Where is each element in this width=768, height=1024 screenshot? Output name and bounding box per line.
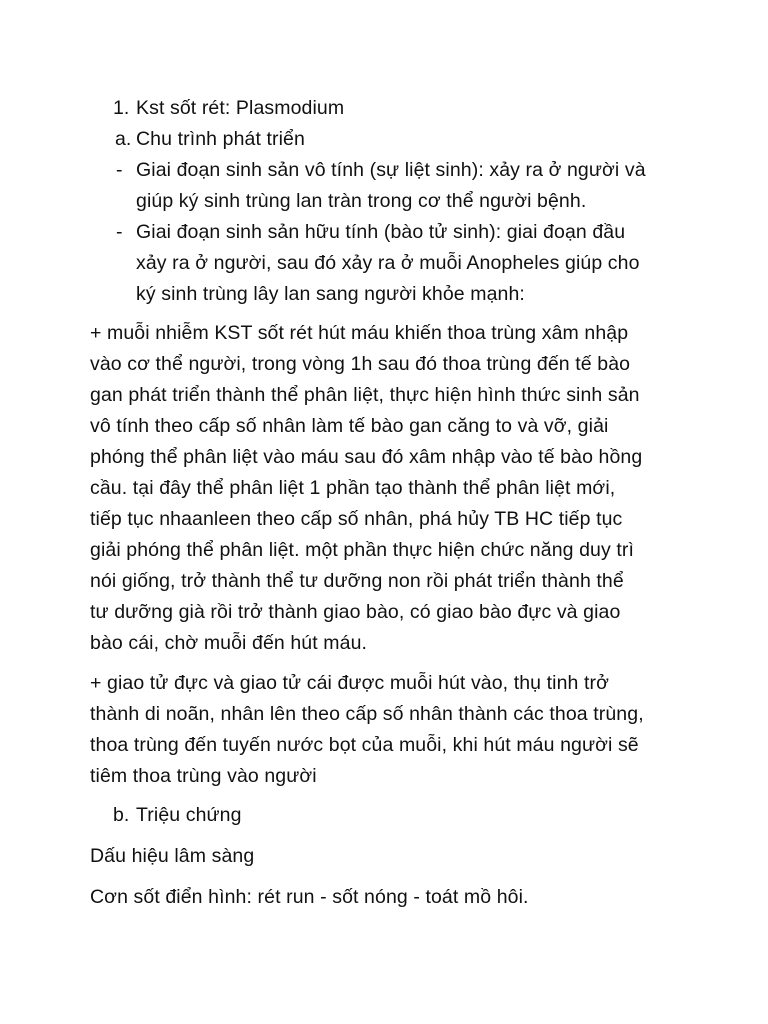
para-2-line-3: thoa trùng đến tuyến nước bọt của muỗi, khi hút máu người sẽ xyxy=(90,734,639,756)
para-1-line-9: nói giống, trở thành thể tư dưỡng non rồi phát triển thành thể xyxy=(90,570,624,592)
para-1-line-6: cầu. tại đây thể phân liệt 1 phần tạo thành thể phân liệt mới, xyxy=(90,477,616,499)
para-2-line-1: + giao tử đực và giao tử cái được muỗi hút vào, thụ tinh trở xyxy=(90,672,609,694)
bullet-1-marker: - xyxy=(116,159,123,181)
clinical-signs-line: Dấu hiệu lâm sàng xyxy=(90,845,255,867)
para-1-line-5: phóng thể phân liệt vào máu sau đó xâm nhập vào tế bào hồng xyxy=(90,446,643,468)
para-1-line-4: vô tính theo cấp số nhân làm tế bào gan căng to và vỡ, giải xyxy=(90,415,609,437)
subheading-a-text: Chu trình phát triển xyxy=(136,128,305,150)
bullet-2-line-2: xảy ra ở người, sau đó xảy ra ở muỗi Anopheles giúp cho xyxy=(136,252,640,274)
bullet-2-line-1: Giai đoạn sinh sản hữu tính (bào tử sinh): giai đoạn đầu xyxy=(136,221,626,243)
para-1-line-10: tư dưỡng già rồi trở thành giao bào, có giao bào đực và giao xyxy=(90,601,621,623)
bullet-1-line-2: giúp ký sinh trùng lan tràn trong cơ thể người bệnh. xyxy=(136,190,587,212)
para-1-line-1: + muỗi nhiễm KST sốt rét hút máu khiến thoa trùng xâm nhập xyxy=(90,322,629,344)
para-1-line-2: vào cơ thể người, trong vòng 1h sau đó thoa trùng đến tế bào xyxy=(90,353,631,375)
bullet-2-line-3: ký sinh trùng lây lan sang người khỏe mạnh: xyxy=(136,283,525,305)
bullet-1-line-1: Giai đoạn sinh sản vô tính (sự liệt sinh): xảy ra ở người và xyxy=(136,159,646,181)
typical-fever-line: Cơn sốt điển hình: rét run - sốt nóng - toát mồ hôi. xyxy=(90,886,529,908)
para-1-line-11: bào cái, chờ muỗi đến hút máu. xyxy=(90,632,368,654)
bullet-2-marker: - xyxy=(116,221,123,243)
para-2-line-4: tiêm thoa trùng vào người xyxy=(90,765,317,787)
subheading-b-marker: b. xyxy=(113,804,130,826)
heading-number: 1. xyxy=(113,97,130,119)
para-1-line-3: gan phát triển thành thể phân liệt, thực hiện hình thức sinh sản xyxy=(90,384,640,406)
para-1-line-8: giải phóng thể phân liệt. một phần thực hiện chức năng duy trì xyxy=(90,539,634,561)
heading-text: Kst sốt rét: Plasmodium xyxy=(136,97,345,119)
para-1-line-7: tiếp tục nhaanleen theo cấp số nhân, phá hủy TB HC tiếp tục xyxy=(90,508,623,530)
subheading-b-text: Triệu chứng xyxy=(136,804,242,826)
subheading-a-marker: a. xyxy=(115,128,132,150)
para-2-line-2: thành di noãn, nhân lên theo cấp số nhân thành các thoa trùng, xyxy=(90,703,644,725)
